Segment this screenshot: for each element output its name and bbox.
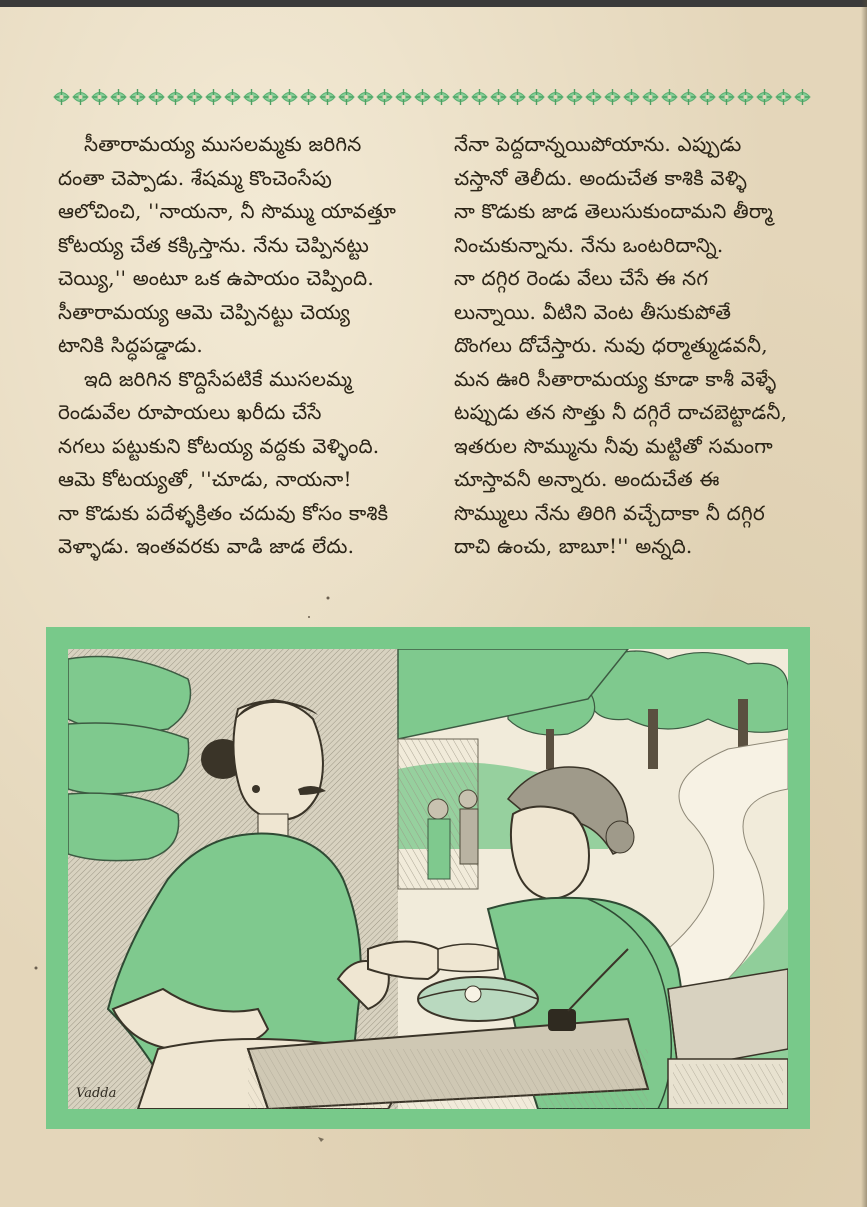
- paragraph: సీతారామయ్య ముసలమ్మకు జరిగిన దంతా చెప్పాడు. శేషమ్మ కొంచెంసేపు ఆలోచించి, ''నాయనా, నీ సొమ్ము యావత్తూ కోటయ్య చేత కక్కిస్తాను. నేను చెప్పినట్టు చెయ్యి,'' అంటూ ఒక ఉపాయం చెప్పింది. సీతారామయ్య ఆమె చెప్పినట్టు చెయ్య టానికి సిద్ధపడ్డాడు.: [58, 132, 397, 357]
- artist-signature: Vadda: [76, 1086, 117, 1101]
- paragraph: నేనా పెద్దదాన్నయిపోయాను. ఎప్పుడు చస్తానో తెలీదు. అందుచేత కాశికి వెళ్ళి నా కొడుకు జాడ తెలుసుకుందామని తీర్మా నించుకున్నాను. నేను ఒంటరిదాన్ని. నా దగ్గిర రెండు వేలు చేసే ఈ నగ లున్నాయి. వీటిని వెంట తీసుకుపోతే దొంగలు దోచేస్తారు. నువు ధర్మాత్ముడవనీ, మన ఊరి సీతారామయ్య కూడా కాశీ వెళ్ళే టప్పుడు తన సొత్తు నీ దగ్గిరే దాచబెట్టాడనీ, ఇతరుల సొమ్మును నీవు మట్టితో సమంగా చూస్తావనీ అన్నారు. అందుచేత ఈ సొమ్ములు నేను తిరిగి వచ్చేదాకా నీ దగ్గిర దాచి ఉంచు, బాబూ!'' అన్నది.: [454, 132, 788, 558]
- paragraph: ఇది జరిగిన కొద్దిసేపటికే ముసలమ్మ రెండువేల రూపాయలు ఖరీదు చేసే నగలు పట్టుకుని కోటయ్య వద్దకు వెళ్ళింది. ఆమె కోటయ్యతో, ''చూడు, నాయనా! నా కొడుకు పదేళ్ళక్రితం చదువు కోసం కాశికి వెళ్ళాడు. ఇంతవరకు వాడి జాడ లేదు.: [58, 366, 389, 558]
